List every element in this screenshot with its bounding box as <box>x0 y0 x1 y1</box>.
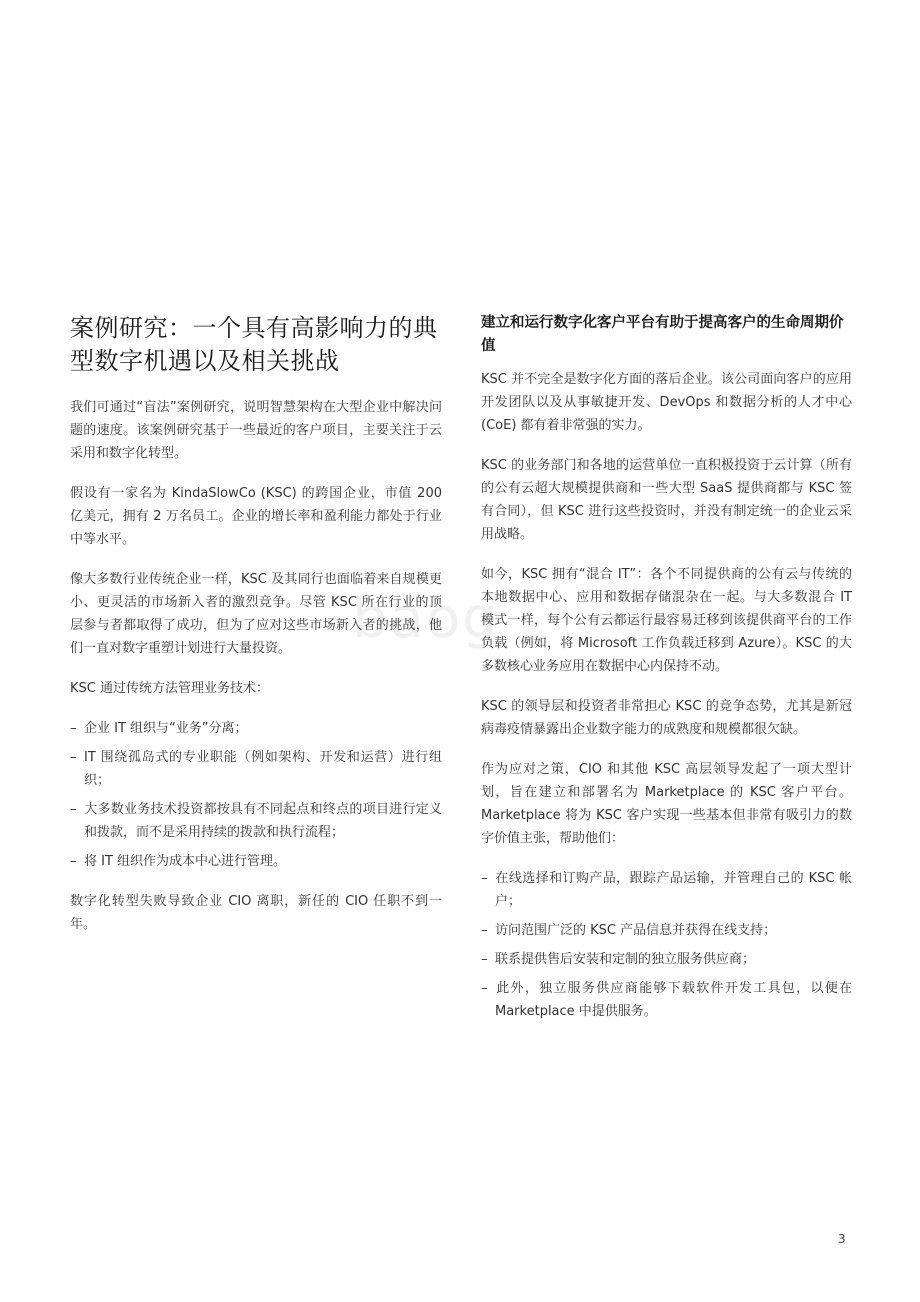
list-item: – 联系提供售后安装和定制的独立服务供应商； <box>481 948 852 971</box>
dash-marker: – <box>70 854 77 869</box>
right-column <box>481 312 852 1040</box>
left-paragraph-5: 数字化转型失败导致企业 CIO 离职，新任的 CIO 任职不到一年。 <box>70 894 442 932</box>
right-paragraph-2: KSC 的业务部门和各地的运营单位一直积极投资于云计算（所有的公有云超大规模提供商和一些大型 SaaS 提供商都与 KSC 签有合同），但 KSC 进行这些投资时，并没有制定统一的企业云采用战略。 <box>481 458 852 542</box>
section-heading: 建立和运行数字化客户平台有助于提高客户的生命周期价值 <box>481 315 844 354</box>
list-item: – 将 IT 组织作为成本中心进行管理。 <box>70 850 442 873</box>
list-item: – 此外，独立服务供应商能够下载软件开发工具包，以便在 Marketplace 中提供服务。 <box>481 977 852 1023</box>
left-paragraph-1: 我们可通过“盲法”案例研究，说明智慧架构在大型企业中解决问题的速度。该案例研究基于一些最近的客户项目，主要关注于云采用和数字化转型。 <box>70 400 442 461</box>
list-item: – 在线选择和订购产品，跟踪产品运输，并管理自己的 KSC 帐户； <box>481 867 852 913</box>
dash-marker: – <box>481 923 488 938</box>
left-column <box>70 312 442 953</box>
dash-marker: – <box>70 750 77 765</box>
left-paragraph-2: 假设有一家名为 KindaSlowCo (KSC) 的跨国企业，市值 200 亿美元，拥有 2 万名员工。企业的增长率和盈利能力都处于行业中等水平。 <box>70 486 442 547</box>
right-paragraph-1: KSC 并不完全是数字化方面的落后企业。该公司面向客户的应用开发团队以及从事敏捷开发、DevOps 和数据分析的人才中心 (CoE) 都有着非常强的实力。 <box>481 372 852 433</box>
left-paragraph-3: 像大多数行业传统企业一样，KSC 及其同行也面临着来自规模更小、更灵活的市场新入者的激烈竞争。尽管 KSC 所在行业的顶层参与者都取得了成功，但为了应对这些市场新入者的挑战，他们一直对数字重塑计划进行大量投资。 <box>70 572 442 656</box>
dash-marker: – <box>70 721 77 736</box>
left-paragraph-4: KSC 通过传统方法管理业务技术： <box>70 681 269 696</box>
page-number: 3 <box>838 1232 846 1246</box>
right-paragraph-3: 如今，KSC 拥有“混合 IT”：各个不同提供商的公有云与传统的本地数据中心、应用和数据存储混杂在一起。与大多数混合 IT 模式一样，每个公有云都运行最容易迁移到该提供商平台的工作负载（例如，将 Microsoft 工作负载迁移到 Azure）。KSC 的大多数核心业务应用在数据中心内保持不动。 <box>481 567 852 674</box>
watermark: baog <box>352 586 500 651</box>
case-study-title: 案例研究：一个具有高影响力的典型数字机遇以及相关挑战 <box>70 314 438 375</box>
list-item: – 大多数业务技术投资都按具有不同起点和终点的项目进行定义和拨款，而不是采用持续的拨款和执行流程； <box>70 798 442 844</box>
dash-marker: – <box>481 952 488 967</box>
dash-marker: – <box>70 802 77 817</box>
list-item: – 企业 IT 组织与“业务”分离； <box>70 717 442 740</box>
list-item: – 访问范围广泛的 KSC 产品信息并获得在线支持； <box>481 919 852 942</box>
right-paragraph-5: 作为应对之策，CIO 和其他 KSC 高层领导发起了一项大型计划，旨在建立和部署名为 Marketplace 的 KSC 客户平台。Marketplace 将为 KSC 客户实现一些基本但非常有吸引力的数字价值主张，帮助他们： <box>481 762 852 846</box>
dash-marker: – <box>481 871 488 886</box>
right-bullet-list <box>481 867 852 1023</box>
list-item: – IT 围绕孤岛式的专业职能（例如架构、开发和运营）进行组织； <box>70 746 442 792</box>
dash-marker: – <box>481 981 488 996</box>
right-paragraph-4: KSC 的领导层和投资者非常担心 KSC 的竞争态势，尤其是新冠病毒疫情暴露出企业数字能力的成熟度和规模都很欠缺。 <box>481 699 852 737</box>
left-bullet-list <box>70 717 442 873</box>
